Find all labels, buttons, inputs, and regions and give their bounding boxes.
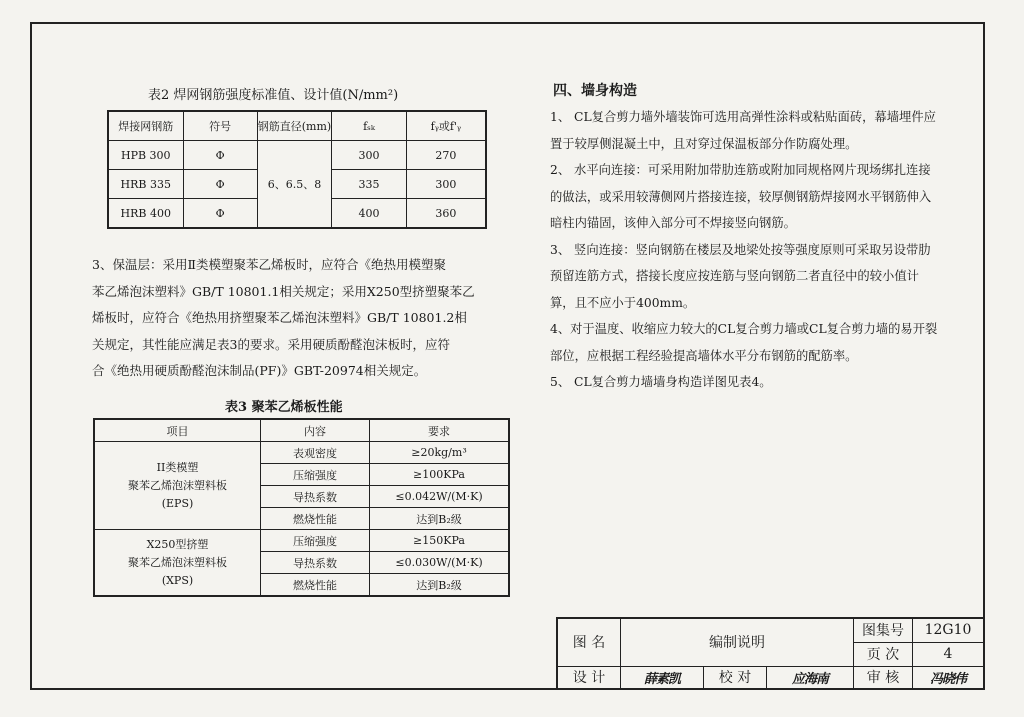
page-number: 4 [913,642,985,666]
table2-diameter: 6、6.5、8 [257,141,332,229]
table2-cell: 360 [406,199,486,229]
group-name-line: 聚苯乙烯泡沫塑料板 [128,478,227,492]
check-label: 校 对 [704,666,767,689]
paragraph-line: 1、 CL复合剪力墙外墙装饰可选用高弹性涂料或粘贴面砖，幕墙埋件应 [550,110,936,124]
atlas-no: 12G10 [913,618,985,642]
table3-cell: ≥100KPa [370,464,510,486]
group-name-line: (EPS) [161,496,194,510]
design-signature: 薛素凯 [621,666,704,689]
table2-cell: Φ [183,170,257,199]
drawing-name: 编制说明 [621,618,854,666]
drawing-name-label: 图 名 [557,618,621,666]
table-row [94,530,509,552]
paragraph-line: 暗柱内锚固，该伸入部分可不焊接竖向钢筋。 [550,216,796,230]
table3-cell: 表观密度 [261,442,370,464]
table2-cell: Φ [183,199,257,229]
title-block [556,617,985,690]
group-name-line: X250型挤塑 [146,537,209,551]
paragraph-line: 置于较厚侧混凝土中，且对穿过保温板部分作防腐处理。 [550,136,858,151]
paragraph-line: 合《绝热用硬质酚醛泡沫制品(PF)》GBT-20974相关规定。 [92,363,427,378]
table3-cell: 压缩强度 [261,530,370,552]
table3-header: 要求 [370,419,510,442]
group-name-line: II类模塑 [156,460,199,474]
paragraph-line: 算，且不应小于400mm。 [550,295,696,310]
table2-cell: HRB 335 [108,170,183,199]
table3-group-name [94,442,261,530]
table3-cell: 达到B₂级 [370,508,510,530]
paragraph-line: 预留连筋方式，搭接长度应按连筋与竖向钢筋二者直径中的较小值计 [550,269,919,283]
table3-cell: 燃烧性能 [261,508,370,530]
table3-cell: ≤0.030W/(M·K) [370,552,510,574]
table2-header: 焊接网钢筋 [108,111,183,141]
paragraph-line: 部位，应根据工程经验提高墙体水平分布钢筋的配筋率。 [550,348,858,363]
table2-header: 符号 [183,111,257,141]
table2-cell: HPB 300 [108,141,183,170]
table2-cell: 300 [332,141,406,170]
table2-header: 钢筋直径(mm) [257,111,332,141]
table3 [93,418,510,597]
table2 [107,110,487,229]
table3-cell: 达到B₂级 [370,574,510,597]
paragraph-line: 烯板时，应符合《绝热用挤塑聚苯乙烯泡沫塑料》GB/T 10801.2相 [92,310,467,325]
table-row [94,442,509,464]
table3-cell: 燃烧性能 [261,574,370,597]
table3-header: 项目 [94,419,261,442]
section4-body [550,104,975,396]
insulation-paragraph [92,252,512,385]
group-name-line: 聚苯乙烯泡沫塑料板 [128,555,227,569]
group-name-line: (XPS) [161,573,194,587]
section4-title: 四、墙身构造 [553,83,637,99]
table3-cell: 压缩强度 [261,464,370,486]
table2-cell: 400 [332,199,406,229]
review-signature: 冯晓伟 [913,666,985,689]
table2-header: fₛₖ [332,111,406,141]
table3-group-name [94,530,261,597]
table3-caption: 表3 聚苯乙烯板性能 [225,400,343,415]
paragraph-line: 5、 CL复合剪力墙墙身构造详图见表4。 [550,375,772,389]
paragraph-line: 2、 水平向连接：可采用附加带肋连筋或附加同规格网片现场绑扎连接 [550,163,931,177]
table3-header: 内容 [261,419,370,442]
table-row [108,141,486,170]
table3-cell: 导热系数 [261,552,370,574]
table-row [108,111,486,141]
table2-cell: Φ [183,141,257,170]
table3-cell: ≥20kg/m³ [370,442,510,464]
check-signature: 应海南 [767,666,854,689]
table2-cell: HRB 400 [108,199,183,229]
table-row [557,666,984,689]
table2-cell: 300 [406,170,486,199]
paragraph-line: 苯乙烯泡沫塑料》GB/T 10801.1相关规定；采用X250型挤塑聚苯乙 [92,283,475,299]
table2-header: fᵧ或f'ᵧ [406,111,486,141]
paragraph-line: 3、 竖向连接：竖向钢筋在楼层及地梁处按等强度原则可采取另设带肋 [550,242,931,257]
table3-cell: ≤0.042W/(M·K) [370,486,510,508]
table2-cell: 270 [406,141,486,170]
paragraph-line: 关规定，其性能应满足表3的要求。采用硬质酚醛泡沫板时，应符 [92,336,450,352]
table3-cell: ≥150KPa [370,530,510,552]
review-label: 审 核 [854,666,913,689]
page-label: 页 次 [854,642,913,666]
paragraph-line: 4、对于温度、收缩应力较大的CL复合剪力墙或CL复合剪力墙的易开裂 [550,322,938,336]
table-row [557,618,984,642]
atlas-no-label: 图集号 [854,618,913,642]
table2-caption: 表2 焊网钢筋强度标准值、设计值(N/mm²) [148,88,399,103]
design-label: 设 计 [557,666,621,689]
paragraph-line: 的做法，或采用较薄侧网片搭接连接，较厚侧钢筋焊接网水平钢筋伸入 [550,189,932,204]
table3-cell: 导热系数 [261,486,370,508]
paragraph-line: 3、保温层：采用Ⅱ类模塑聚苯乙烯板时，应符合《绝热用模塑聚 [92,257,446,272]
table2-cell: 335 [332,170,406,199]
table-row [94,419,509,442]
